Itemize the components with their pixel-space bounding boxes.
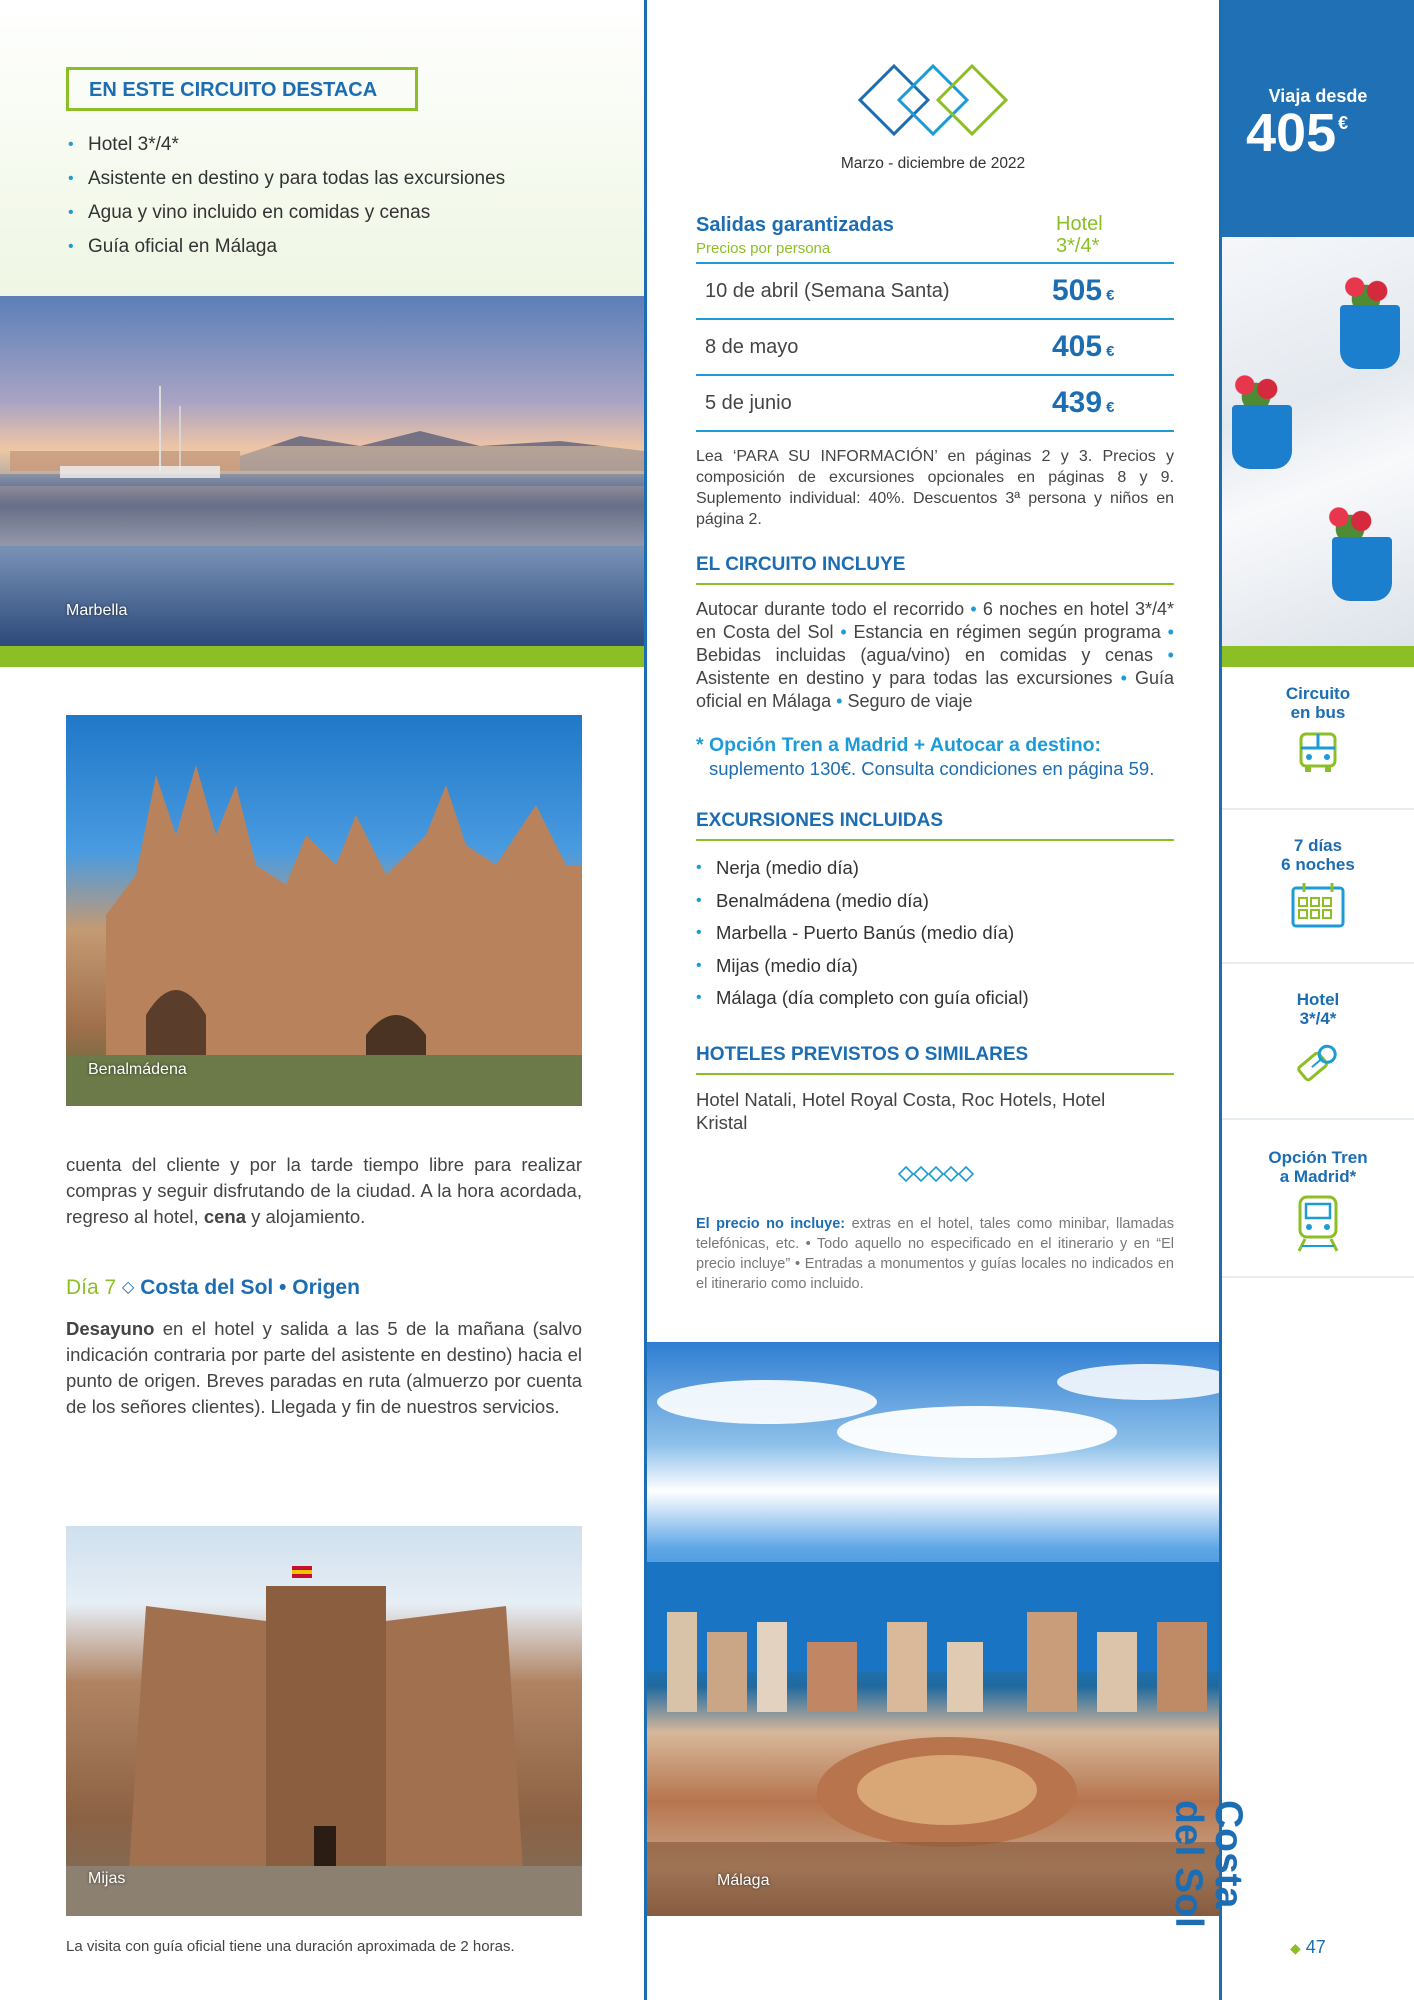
flower-pot (1232, 405, 1292, 469)
list-item: • Benalmádena (medio día) (694, 885, 1029, 918)
excursions-title: EXCURSIONES INCLUIDAS (696, 810, 1174, 841)
includes-text: Autocar durante todo el recorrido • 6 noches en hotel 3*/4* en Costa del Sol • Estancia en régimen según programa • Bebidas incluidas (agua/vino) en comidas y cenas • Asistente en destino y para todas las excursiones • Guía oficial en Málaga • Seguro de viaje (696, 599, 1174, 711)
tower-illustration (66, 1526, 582, 1916)
train-option-title: * Opción Tren a Madrid + Autocar a destino: (696, 734, 1102, 756)
bus-icon (1295, 730, 1341, 776)
photo-benalmadena (66, 715, 582, 1106)
hotels-text: Hotel Natali, Hotel Royal Costa, Roc Hotels, Hotel Kristal (696, 1089, 1106, 1133)
pricing-info: Lea ‘PARA SU INFORMACIÓN’ en páginas 2 y 3. Precios y composición de excursiones opcionales en páginas 8 y 9. Suplemento individual: 40%. Descuentos 3ª persona y niños en página 2. (696, 448, 1174, 528)
calendar-icon (1290, 882, 1346, 930)
flower-pot (1332, 537, 1392, 601)
flower-decoration (1322, 501, 1378, 541)
highlights-title: EN ESTE CIRCUITO DESTACA (66, 67, 418, 111)
excursions-list (694, 852, 1029, 1015)
train-option-text: suplemento 130€. Consulta condiciones en página 59. (709, 758, 1155, 779)
flower-pot (1340, 305, 1400, 369)
divider-bar (1222, 646, 1414, 667)
list-item: • Marbella - Puerto Banús (medio día) (694, 917, 1029, 950)
day-description: Desayuno en el hotel y salida a las 5 de la mañana (salvo indicación contraria por parte del asistente en destino) hacia el punto de origen. Breves paradas en ruta (almuerzo por cuenta de los señores clientes). Llegada y fin de nuestros servicios. (66, 1318, 583, 1417)
destination-title: Costa del Sol (1167, 1800, 1250, 1928)
departures-title: Salidas garantizadas (696, 214, 894, 236)
highlights-panel (0, 0, 644, 296)
price-badge: Viaja desde 405 € (1222, 0, 1414, 237)
list-item: • Nerja (medio día) (694, 852, 1029, 885)
divider (1222, 808, 1414, 810)
marbella-skyline (0, 296, 644, 646)
feature-duration: 7 días 6 noches (1222, 836, 1414, 935)
price: 505 € (1052, 274, 1115, 307)
photo-mijas (66, 1526, 582, 1916)
diamond-icon: ◇ (122, 1279, 135, 1296)
decorative-diamonds-icon (898, 1166, 974, 1182)
departure-row: 8 de mayo 405 € (696, 320, 1174, 376)
photo-marbella (0, 296, 644, 646)
not-included-text: El precio no incluye: extras en el hotel, tales como minibar, llamadas telefónicas, etc. • Todo aquello no especificado en el itinerario y en “El precio incluye” • Entradas a monumentos y guías locales no indicados en el itinerario como incluido. (696, 1216, 1175, 1292)
visit-note: La visita con guía oficial tiene una duración aproximada de 2 horas. (66, 1938, 515, 1955)
lead-price: 405 € (1246, 103, 1349, 163)
departure-row: 5 de junio 439 € (696, 376, 1174, 432)
photo-caption: Benalmádena (88, 1061, 187, 1078)
includes-title: EL CIRCUITO INCLUYE (696, 554, 1174, 585)
photo-caption: Mijas (88, 1870, 126, 1887)
highlights-list (66, 128, 505, 264)
list-item: • Asistente en destino y para todas las excursiones (66, 162, 505, 196)
divider (1222, 1118, 1414, 1120)
list-item: • Hotel 3*/4* (66, 128, 505, 162)
feature-train-option: Opción Tren a Madrid* (1222, 1148, 1414, 1259)
feature-hotel: Hotel 3*/4* (1222, 990, 1414, 1093)
divider-bar (0, 646, 644, 667)
season-dates: Marzo - diciembre de 2022 (840, 155, 1026, 172)
divider (1222, 962, 1414, 964)
list-item: • Guía oficial en Málaga (66, 230, 505, 264)
photo-malaga (647, 1342, 1219, 1916)
malaga-city-illustration (647, 1342, 1219, 1916)
diamond-icon: ◆ (1290, 1940, 1301, 1956)
hotel-column-header: Hotel 3*/4* (1056, 213, 1103, 257)
list-item: • Mijas (medio día) (694, 950, 1029, 983)
itinerary-continuation: cuenta del cliente y por la tarde tiempo libre para realizar compras y seguir disfrutando de la ciudad. A la hora acordada, regreso al hotel, cena y alojamiento. (66, 1154, 582, 1227)
photo-flower-pots (1222, 237, 1414, 646)
departure-row: 10 de abril (Semana Santa) 505 € (696, 264, 1174, 320)
list-item: • Málaga (día completo con guía oficial) (694, 982, 1029, 1015)
hotels-title: HOTELES PREVISTOS O SIMILARES (696, 1044, 1174, 1075)
departures-subtitle: Precios por persona (696, 240, 831, 257)
photo-caption: Marbella (66, 602, 128, 619)
page-number: ◆ 47 (1290, 1937, 1326, 1957)
list-item: • Agua y vino incluido en comidas y cenas (66, 196, 505, 230)
price: 439 € (1052, 386, 1115, 419)
hotel-key-icon (1290, 1036, 1346, 1088)
feature-bus: Circuito en bus (1222, 684, 1414, 781)
castle-illustration (66, 715, 582, 1106)
divider (1222, 1276, 1414, 1278)
day-heading: Día 7 ◇ Costa del Sol • Origen (66, 1276, 360, 1299)
flower-decoration (1228, 369, 1284, 409)
price: 405 € (1052, 330, 1115, 363)
train-icon (1293, 1194, 1343, 1254)
brand-logo-icon (858, 64, 1008, 138)
photo-caption: Málaga (717, 1872, 770, 1889)
